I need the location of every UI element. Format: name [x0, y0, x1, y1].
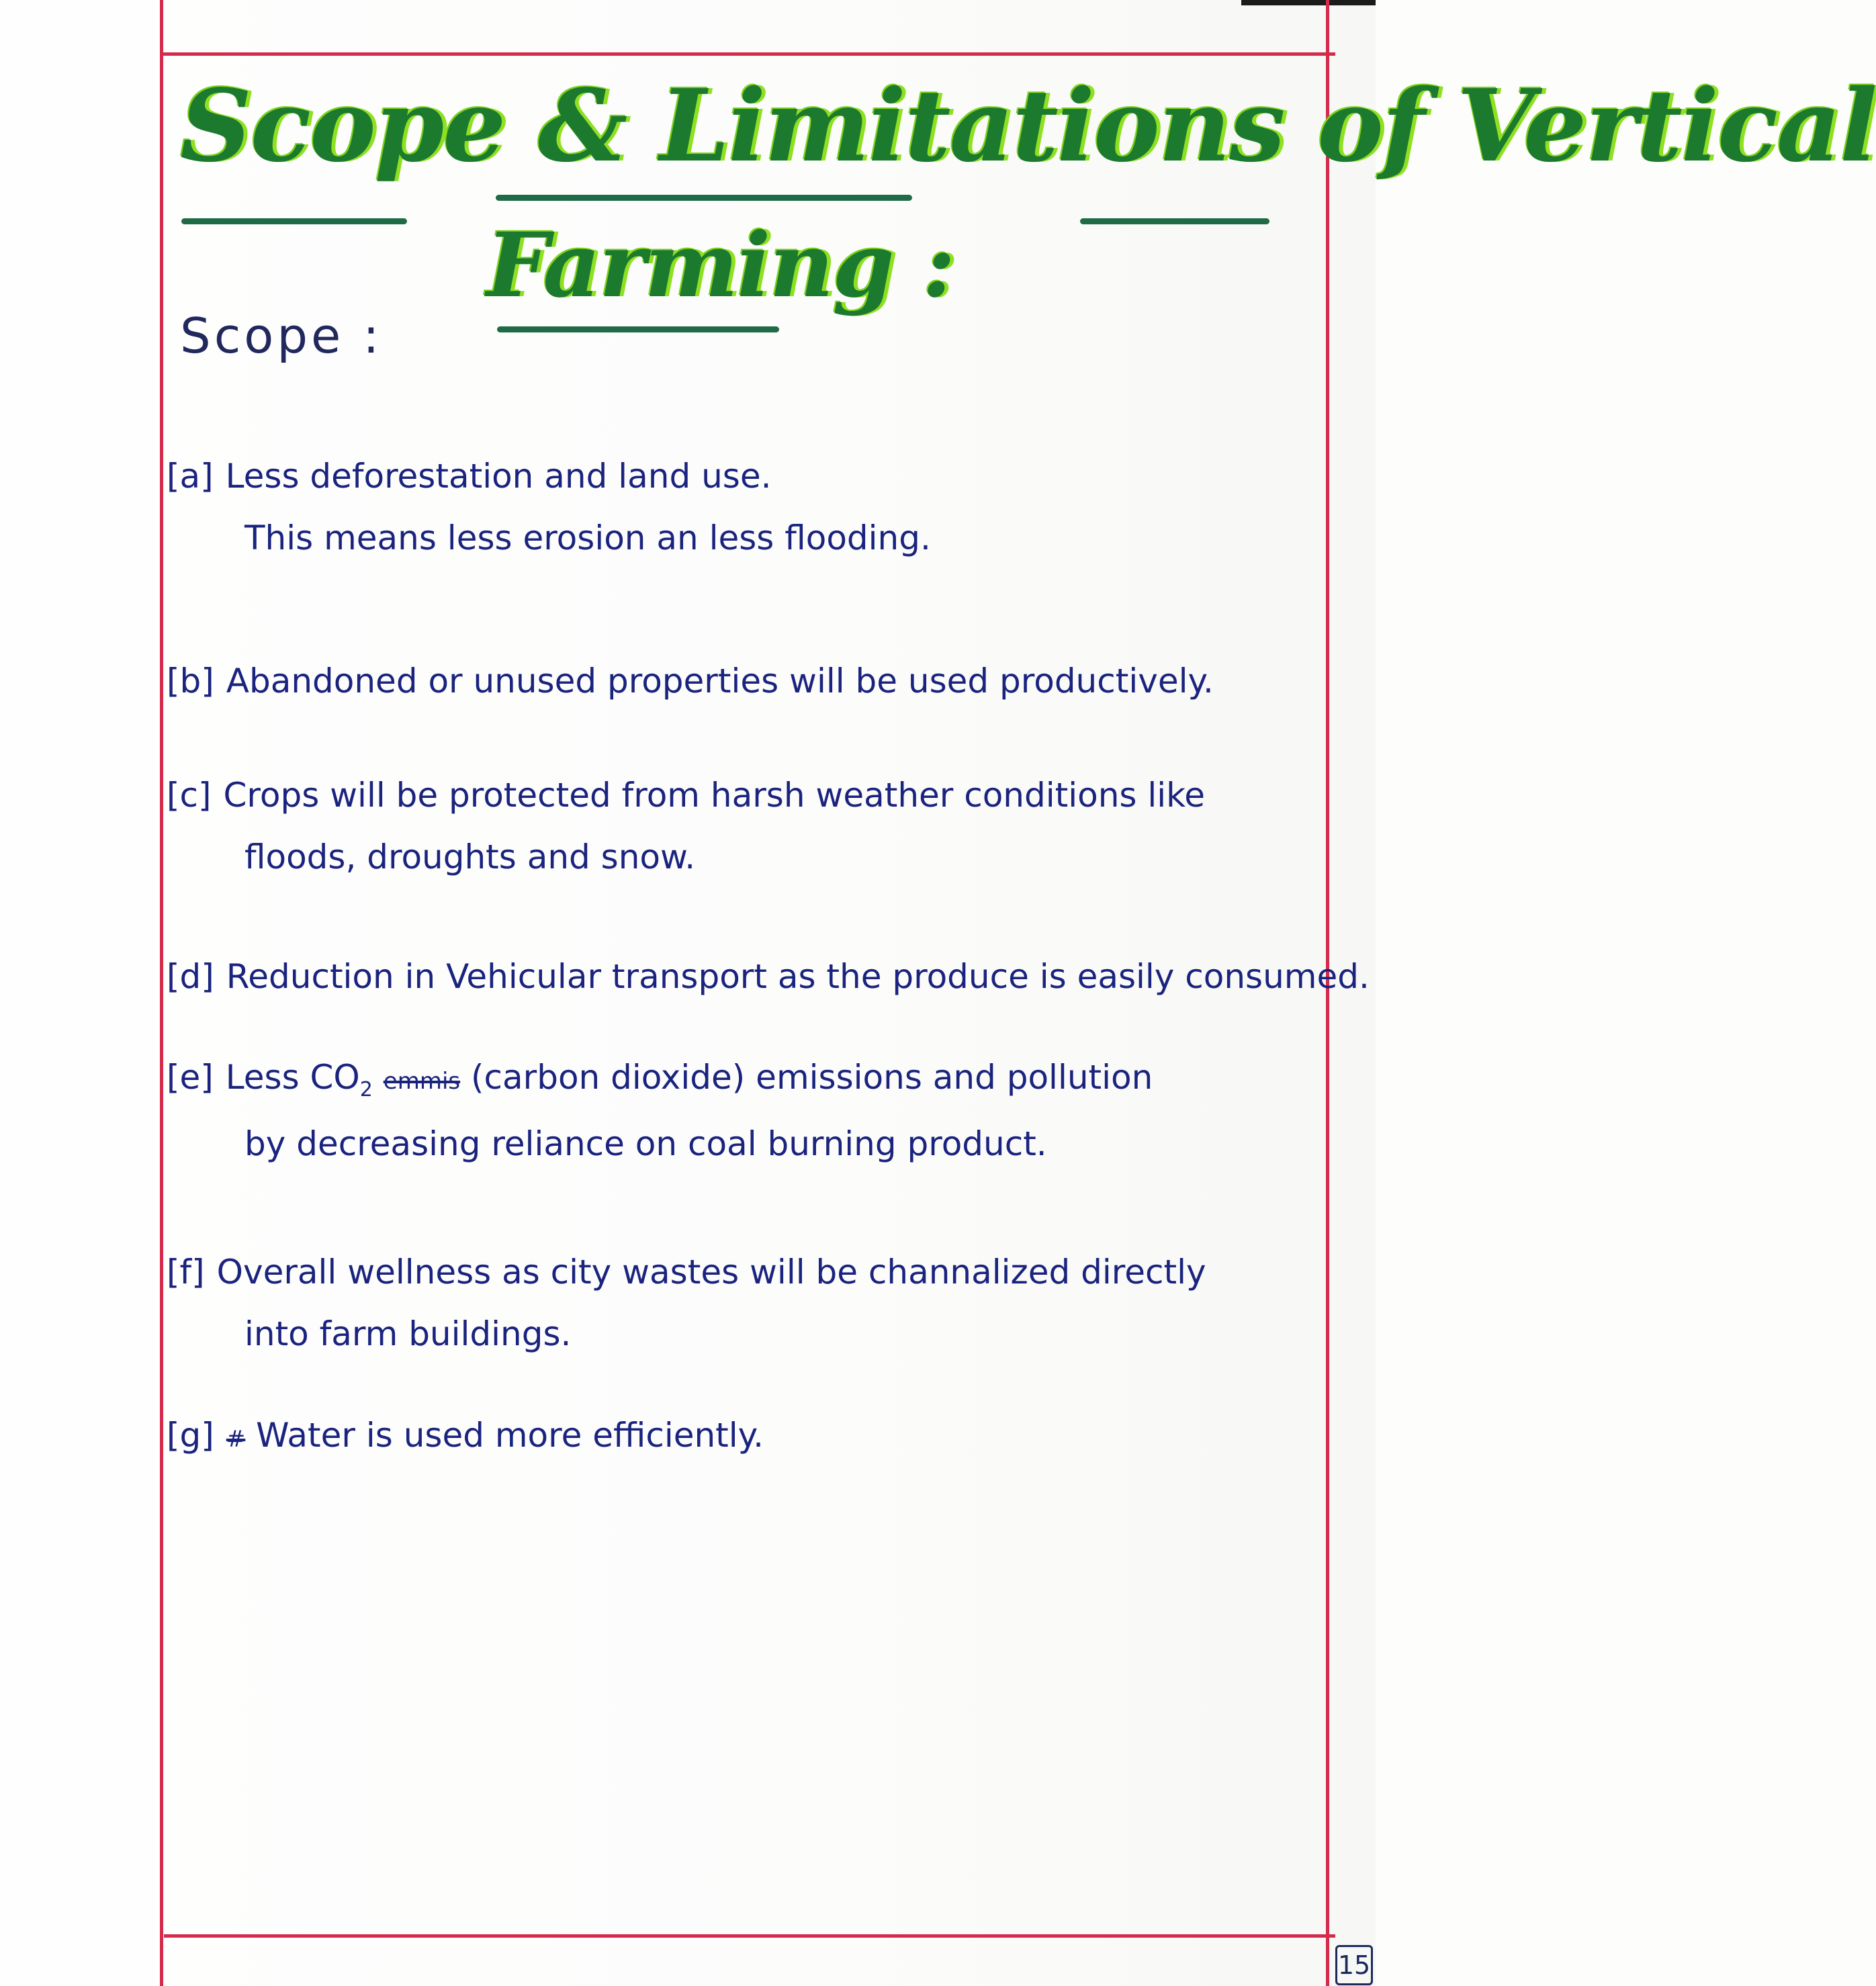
list-marker: [f]: [167, 1253, 205, 1292]
list-item-text: Less deforestation and land use.: [225, 457, 772, 496]
margin-rule-bottom: [164, 1934, 1335, 1938]
list-item-d: [167, 957, 1370, 996]
list-marker: [a]: [167, 457, 214, 496]
list-item-continuation: into farm buildings.: [244, 1314, 572, 1353]
list-item-text: Water is used more efficiently.: [256, 1416, 764, 1455]
list-marker: [g]: [167, 1416, 214, 1455]
margin-rule-top: [160, 52, 1335, 56]
title-underline-scope: [181, 218, 407, 224]
list-item-continuation: This means less erosion an less flooding.: [244, 518, 931, 557]
section-heading-scope: Scope :: [180, 308, 383, 364]
title-underline-farming: [497, 326, 779, 332]
page-title-line-2: Farming :: [486, 214, 954, 318]
list-item-continuation: by decreasing reliance on coal burning product.: [244, 1124, 1047, 1163]
list-marker: [b]: [167, 662, 214, 701]
margin-rule-left: [160, 0, 163, 1986]
title-underline-limitations: [496, 195, 912, 201]
list-marker: [d]: [167, 957, 214, 996]
list-item-f: [167, 1253, 1322, 1353]
list-marker: [c]: [167, 776, 212, 815]
list-item-e: [167, 1058, 1322, 1163]
page-number: 15: [1335, 1945, 1373, 1985]
list-item-a: [167, 457, 1322, 557]
subscript-2: 2: [359, 1078, 373, 1101]
list-item-text: Overall wellness as city wastes will be channalized directly: [216, 1253, 1206, 1292]
list-marker: [e]: [167, 1058, 214, 1097]
page-corner-shadow: [1241, 0, 1376, 5]
crossed-out-mark: #: [226, 1426, 246, 1453]
title-underline-vertical: [1080, 218, 1269, 224]
page-title-line-1: Scope & Limitations of Vertical: [180, 67, 1876, 184]
list-item-text: Reduction in Vehicular transport as the produce is easily consumed.: [226, 957, 1370, 996]
list-item-g: [167, 1416, 1322, 1455]
list-item-c: [167, 776, 1322, 876]
list-item-text: Crops will be protected from harsh weather conditions like: [223, 776, 1206, 815]
list-item-b: [167, 662, 1322, 701]
list-item-text: Abandoned or unused properties will be used productively.: [226, 662, 1214, 701]
list-item-continuation: floods, droughts and snow.: [244, 838, 696, 876]
crossed-out-word: emmis: [383, 1068, 461, 1095]
list-item-text-pre: Less CO: [225, 1058, 360, 1097]
list-item-text-post: (carbon dioxide) emissions and pollution: [471, 1058, 1153, 1097]
